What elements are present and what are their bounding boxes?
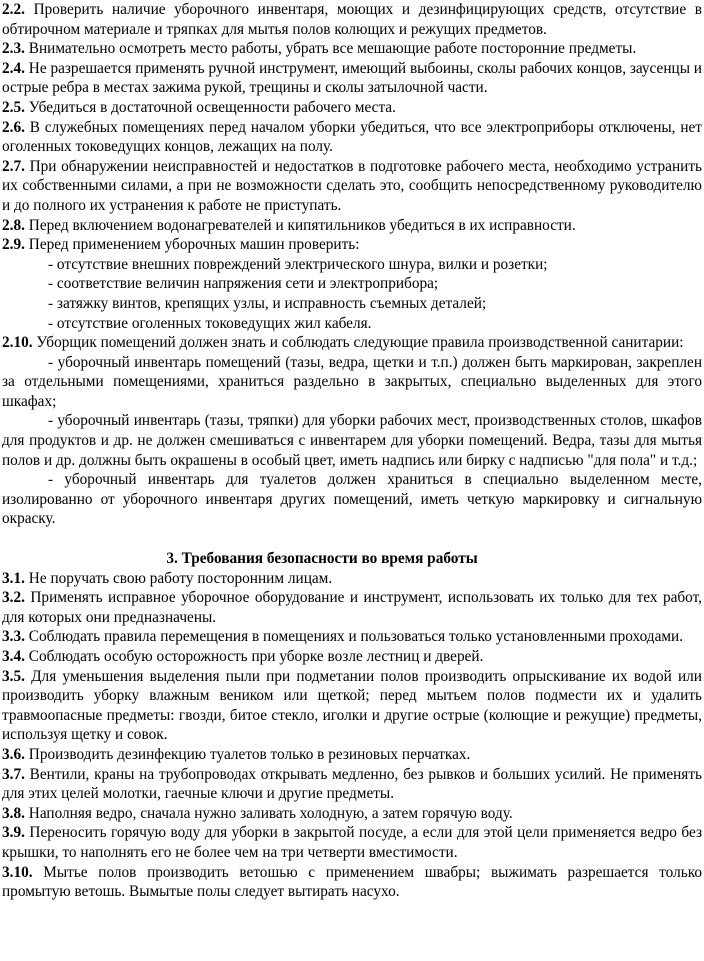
paragraph-2-4 (2, 59, 702, 98)
paragraph-text: Соблюдать особую осторожность при уборке возле лестниц и дверей. (24, 648, 484, 665)
paragraph-text: Производить дезинфекцию туалетов только в резиновых перчатках. (24, 745, 471, 763)
paragraph-text: Применять исправное уборочное оборудование и инструмент, использовать их только для тех работ, для которых они предназначены. (2, 589, 702, 626)
paragraph-number: 3.6. (2, 745, 25, 763)
paragraph-3-2 (2, 588, 702, 627)
paragraph-number: 2.2. (2, 1, 25, 18)
paragraph-number: 2.4. (2, 59, 25, 77)
paragraph-number: 3.9. (2, 824, 25, 842)
paragraph-number: 2.5. (2, 98, 25, 116)
list-item: - уборочный инвентарь помещений (тазы, ведра, щетки и т.п.) должен быть маркирован, закреплен за отдельными помещениями, храниться раздельно в закрытых, специально выделенных для этого шкафах; (2, 353, 702, 410)
paragraph-number: 2.8. (2, 216, 25, 234)
paragraph-3-4 (2, 647, 702, 667)
paragraph-2-2 (2, 0, 702, 39)
paragraph-number: 3.2. (2, 589, 25, 607)
paragraph-text: Мытье полов производить ветошью с применением швабры; выжимать разрешается только промытую ветошь. Вымытые полы следует вытирать насухо. (2, 863, 702, 901)
paragraph-2-7 (2, 157, 702, 216)
paragraph-2-6 (2, 118, 702, 157)
paragraph-2-8 (2, 216, 702, 236)
paragraph-number: 3.3. (2, 628, 25, 646)
paragraph-text: Не поручать свою работу посторонним лицам. (24, 569, 333, 587)
paragraph-text: Проверить наличие уборочного инвентаря, моющих и дезинфицирующих средств, отсутствие в обтирочном материале и тряпках для мытья полов колющих и режущих предметов. (2, 1, 702, 38)
paragraph-text: Не разрешается применять ручной инструмент, имеющий выбоины, сколы рабочих концов, заусенцы и острые ребра в местах зажима рукой, трещины и сколы затылочной части. (2, 59, 702, 97)
paragraph-number: 3.10. (2, 863, 33, 881)
paragraph-2-9 (2, 235, 702, 255)
list-item: - затяжку винтов, крепящих узлы, и исправность съемных деталей; (48, 294, 487, 312)
list-item: - отсутствие внешних повреждений электрического шнура, вилки и розетки; (48, 255, 548, 273)
paragraph-3-9 (2, 823, 702, 862)
list-item: - уборочный инвентарь (тазы, тряпки) для уборки рабочих мест, производственных столов, шкафов для продуктов и др. не должен смешиваться с инвентарем для уборки помещений. Ведра, тазы для мытья полов и др. должны быть окрашены в особый цвет, иметь надпись или бирку с надписью "для пола" и т.д.; (2, 412, 702, 469)
paragraph-text: Наполняя ведро, сначала нужно заливать холодную, а затем горячую воду. (24, 804, 513, 822)
paragraph-2-3 (2, 39, 702, 59)
paragraph-number: 2.10. (2, 334, 33, 352)
paragraph-number: 3.8. (2, 804, 25, 822)
paragraph-text: Вентили, краны на трубопроводах открывать медленно, без рывков и больших усилий. Не применять для этих целей молотки, гаечные ключи и другие предметы. (2, 765, 702, 803)
paragraph-text: Внимательно осмотреть место работы, убрать все мешающие работе посторонние предметы. (24, 40, 637, 58)
paragraph-2-5 (2, 98, 702, 118)
list-item: - отсутствие оголенных токоведущих жил кабеля. (48, 314, 372, 332)
paragraph-text: В служебных помещениях перед началом уборки убедиться, что все электроприборы отключены, нет оголенных токоведущих концов, лежащих на полу. (2, 118, 702, 156)
paragraph-number: 2.6. (2, 118, 25, 136)
paragraph-number: 3.5. (2, 667, 25, 685)
paragraph-text: Уборщик помещений должен знать и соблюдать следующие правила производственной санитарии: (32, 334, 684, 352)
list-item: - соответствие величин напряжения сети и электроприбора; (48, 275, 439, 293)
paragraph-3-7 (2, 765, 702, 804)
paragraph-3-1 (2, 569, 702, 589)
paragraph-3-6 (2, 745, 702, 765)
list-item: - уборочный инвентарь для туалетов должен храниться в специально выделенном месте, изолированно от уборочного инвентаря других помещений, иметь четкую маркировку и сигнальную окраску. (2, 471, 702, 528)
paragraph-number: 2.9. (2, 236, 25, 254)
paragraph-3-5 (2, 667, 702, 745)
paragraph-text: Перед включением водонагревателей и кипятильников убедиться в их исправности. (24, 216, 576, 234)
paragraph-text: Перед применением уборочных машин проверить: (24, 236, 360, 254)
paragraph-number: 2.7. (2, 157, 25, 175)
paragraph-3-10 (2, 863, 702, 902)
paragraph-number: 2.3. (2, 40, 25, 58)
paragraph-text: Соблюдать правила перемещения в помещениях и пользоваться только установленными проходами. (24, 628, 684, 646)
paragraph-text: Убедиться в достаточной освещенности рабочего места. (24, 98, 396, 116)
paragraph-number: 3.1. (2, 569, 25, 587)
paragraph-3-8 (2, 804, 702, 824)
paragraph-2-10 (2, 333, 702, 353)
paragraph-text: Переносить горячую воду для уборки в закрытой посуде, а если для этой цели применяется ведро без крышки, то наполнять его не более чем на три четверти вместимости. (2, 824, 702, 861)
paragraph-3-3 (2, 627, 702, 647)
paragraph-number: 3.4. (2, 648, 25, 665)
paragraph-text: При обнаружении неисправностей и недостатков в подготовке рабочего места, необходимо устранить их собственными силами, а при не возможности сделать это, сообщить непосредственному руководителю и до полного их устранения к работе не приступать. (2, 157, 702, 214)
section-heading: 3. Требования безопасности во время работы (166, 550, 478, 568)
paragraph-number: 3.7. (2, 765, 25, 783)
paragraph-text: Для уменьшения выделения пыли при подметании полов производить опрыскивание их водой или производить уборку влажным веником или щеткой; перед мытьем полов подмести их и удалить травмоопасные предметы: гвозди, битое стекло, иголки и другие острые (колющие и режущие) предметы, используя щетку и совок. (2, 667, 702, 744)
